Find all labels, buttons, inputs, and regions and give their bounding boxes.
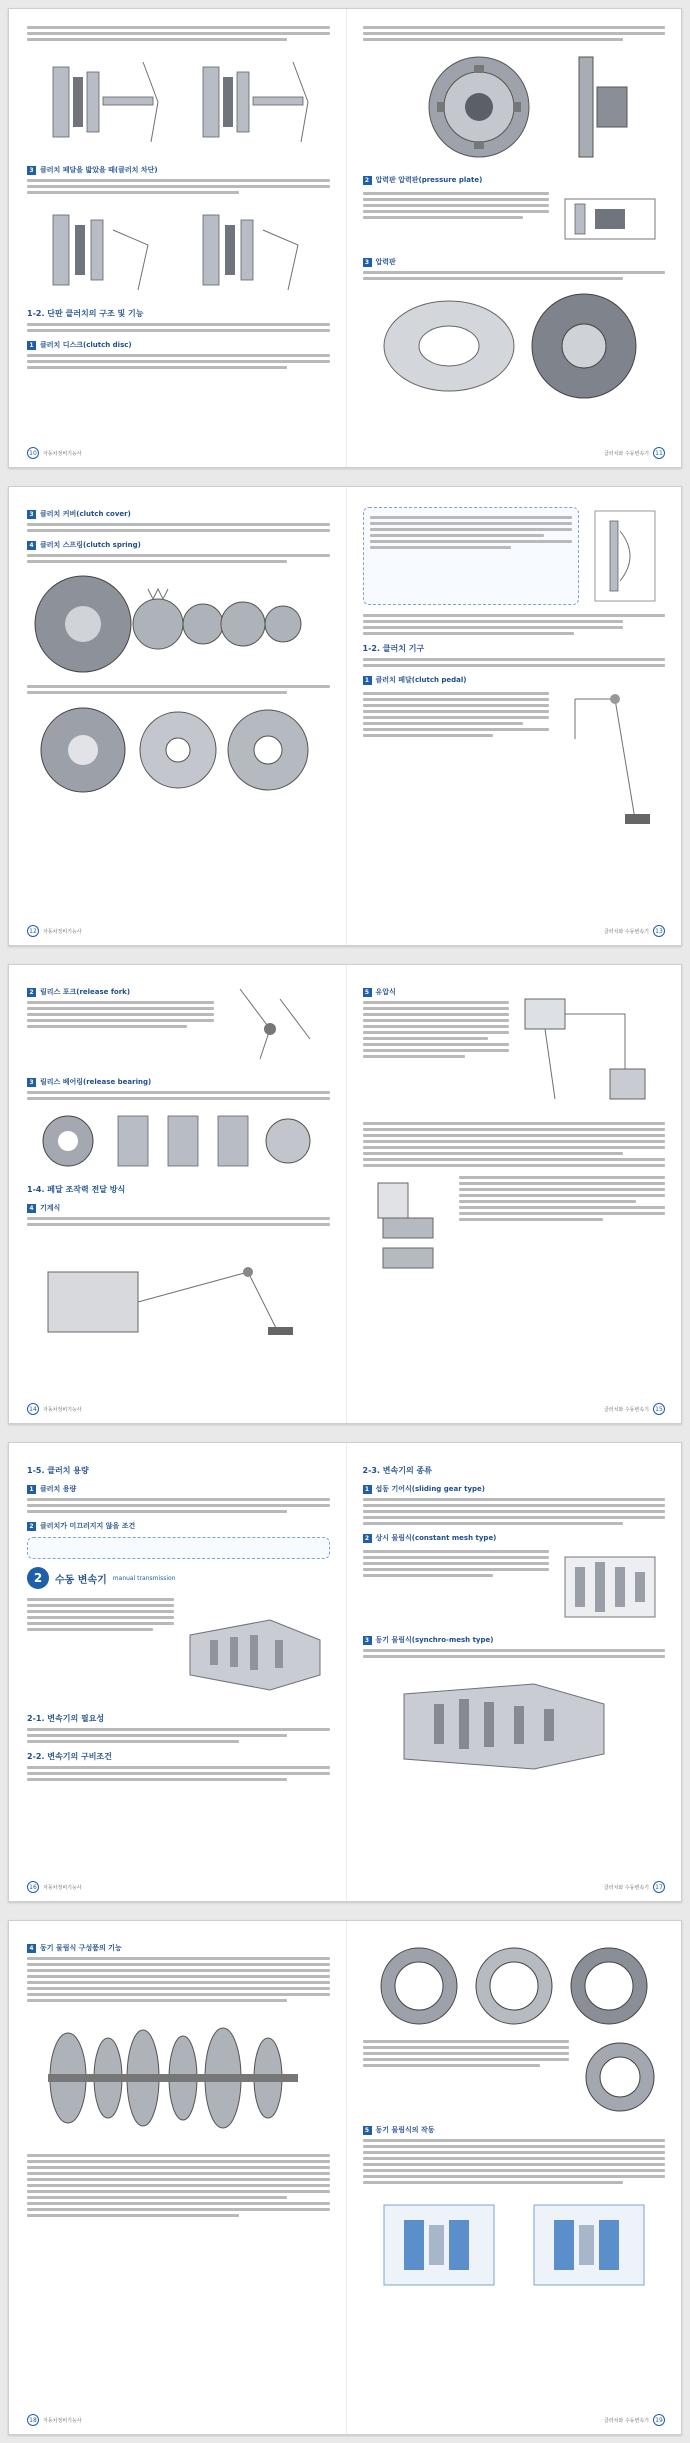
page-18: [9, 1921, 346, 2434]
section-heading: 5 유압식: [363, 987, 510, 997]
book-title: 자동차정비기능사: [43, 2417, 82, 2424]
chapter-title: 2 수동 변속기 manual transmission: [27, 1567, 330, 1589]
page-spread-4: [8, 1442, 682, 1902]
book-title: 클러치와 수동변속기: [603, 1884, 649, 1891]
chapter-heading: 1-5. 클러치 용량: [27, 1466, 89, 1475]
section-heading: 1 클러치 용량: [27, 1484, 330, 1494]
page-17: [346, 1443, 682, 1901]
page-spread-2: [8, 486, 682, 946]
page-spread-3: [8, 964, 682, 1424]
figure-manual-transmission: [180, 1595, 330, 1705]
page-footer: [365, 1881, 666, 1893]
figure-release-bearing: [28, 1106, 328, 1176]
section-heading: 3 동기 물림식(synchro-mesh type): [363, 1635, 666, 1645]
page-number: 18: [27, 2414, 39, 2426]
page-footer: [27, 1881, 330, 1893]
page-number: 17: [653, 1881, 665, 1893]
chapter-heading: 1-2. 클러치 기구: [362, 644, 425, 653]
page-footer: [27, 447, 330, 459]
chapter-heading: 2-2. 변속기의 구비조건: [27, 1752, 112, 1761]
page-footer: [365, 925, 666, 937]
section-heading: 3 클러치 페달을 밟았을 때(클러치 차단): [27, 165, 330, 175]
page-number: 15: [653, 1403, 665, 1415]
page-number: 10: [27, 447, 39, 459]
figure-clutch-pedal: [555, 689, 665, 839]
page-spread-1: [8, 8, 682, 468]
formula-box: [27, 1537, 330, 1559]
figure-clutch-disengaged: [33, 200, 323, 300]
figure-coil-spring-type: [28, 569, 328, 679]
section-heading: 2 클러치가 미끄러지지 않을 조건: [27, 1521, 330, 1531]
book-title: 자동차정비기능사: [43, 450, 82, 457]
figure-release-fork: [220, 979, 330, 1069]
section-heading: 4 클러치 스프링(clutch spring): [27, 540, 330, 550]
section-heading: 4 기계식: [27, 1203, 330, 1213]
page-11: [346, 9, 682, 467]
section-heading: 3 클러치 커버(clutch cover): [27, 509, 330, 519]
book-title: 클러치와 수동변속기: [603, 1406, 649, 1413]
figure-clutch-engaged: [33, 47, 323, 157]
figure-hydraulic-system: [515, 979, 665, 1119]
page-number: 19: [653, 2414, 665, 2426]
page-footer: [27, 925, 330, 937]
page-footer: [27, 1403, 330, 1415]
page-12: [9, 487, 346, 945]
figure-synchronizer-ring: [575, 2037, 665, 2117]
section-heading: 5 동기 물림식의 작동: [363, 2125, 666, 2135]
figure-constant-mesh: [555, 1547, 665, 1627]
figure-diaphragm-operation: [585, 501, 665, 611]
book-title: 자동차정비기능사: [43, 1406, 82, 1413]
section-heading: 2 상시 물림식(constant mesh type): [363, 1533, 666, 1543]
page-footer: [365, 447, 666, 459]
section-heading: 1 클러치 페달(clutch pedal): [363, 675, 666, 685]
page-14: [9, 965, 346, 1423]
figure-synchronizer-rings: [364, 1941, 664, 2031]
chapter-heading: 2-1. 변속기의 필요성: [27, 1714, 105, 1723]
book-title: 자동차정비기능사: [43, 928, 82, 935]
figure-synchromesh-operation: [364, 2190, 664, 2300]
figure-master-cylinder: [363, 1173, 453, 1283]
section-heading: 3 압력판: [363, 257, 666, 267]
figure-pressure-plate-section: [555, 189, 665, 249]
section-heading: 1 클러치 디스크(clutch disc): [27, 340, 330, 350]
page-spread-5: [8, 1920, 682, 2435]
page-number: 12: [27, 925, 39, 937]
page-13: [346, 487, 682, 945]
book-title: 클러치와 수동변속기: [603, 928, 649, 935]
chapter-heading: 1-4. 페달 조작력 전달 방식: [27, 1185, 126, 1194]
page-number: 11: [653, 447, 665, 459]
figure-clutch-disc: [369, 47, 659, 167]
section-heading: 1 섭동 기어식(sliding gear type): [363, 1484, 666, 1494]
figure-mechanical-linkage: [28, 1232, 328, 1352]
tip-box: [363, 507, 580, 605]
page-19: [346, 1921, 682, 2434]
section-heading: 2 압력판 압력판(pressure plate): [363, 175, 666, 185]
chapter-heading: 1-2. 단판 클러치의 구조 및 기능: [27, 309, 144, 318]
book-title: 클러치와 수동변속기: [603, 450, 649, 457]
page-number: 14: [27, 1403, 39, 1415]
section-heading: 2 릴리스 포크(release fork): [27, 987, 214, 997]
figure-diaphragm-spring: [28, 700, 328, 800]
page-number: 16: [27, 1881, 39, 1893]
section-heading: 4 동기 물림식 구성품의 기능: [27, 1943, 330, 1953]
page-number: 13: [653, 925, 665, 937]
page-footer: [365, 2414, 666, 2426]
page-footer: [365, 1403, 666, 1415]
figure-synchronizer-exploded: [28, 2008, 328, 2148]
section-heading: 3 릴리스 베어링(release bearing): [27, 1077, 330, 1087]
page-16: [9, 1443, 346, 1901]
page-10: [9, 9, 346, 467]
book-title: 자동차정비기능사: [43, 1884, 82, 1891]
book-title: 클러치와 수동변속기: [603, 2417, 649, 2424]
page-15: [346, 965, 682, 1423]
page-footer: [27, 2414, 330, 2426]
figure-synchromesh-assembly: [364, 1664, 664, 1784]
figure-pressure-plate: [369, 286, 659, 406]
chapter-heading: 2-3. 변속기의 종류: [362, 1466, 432, 1475]
